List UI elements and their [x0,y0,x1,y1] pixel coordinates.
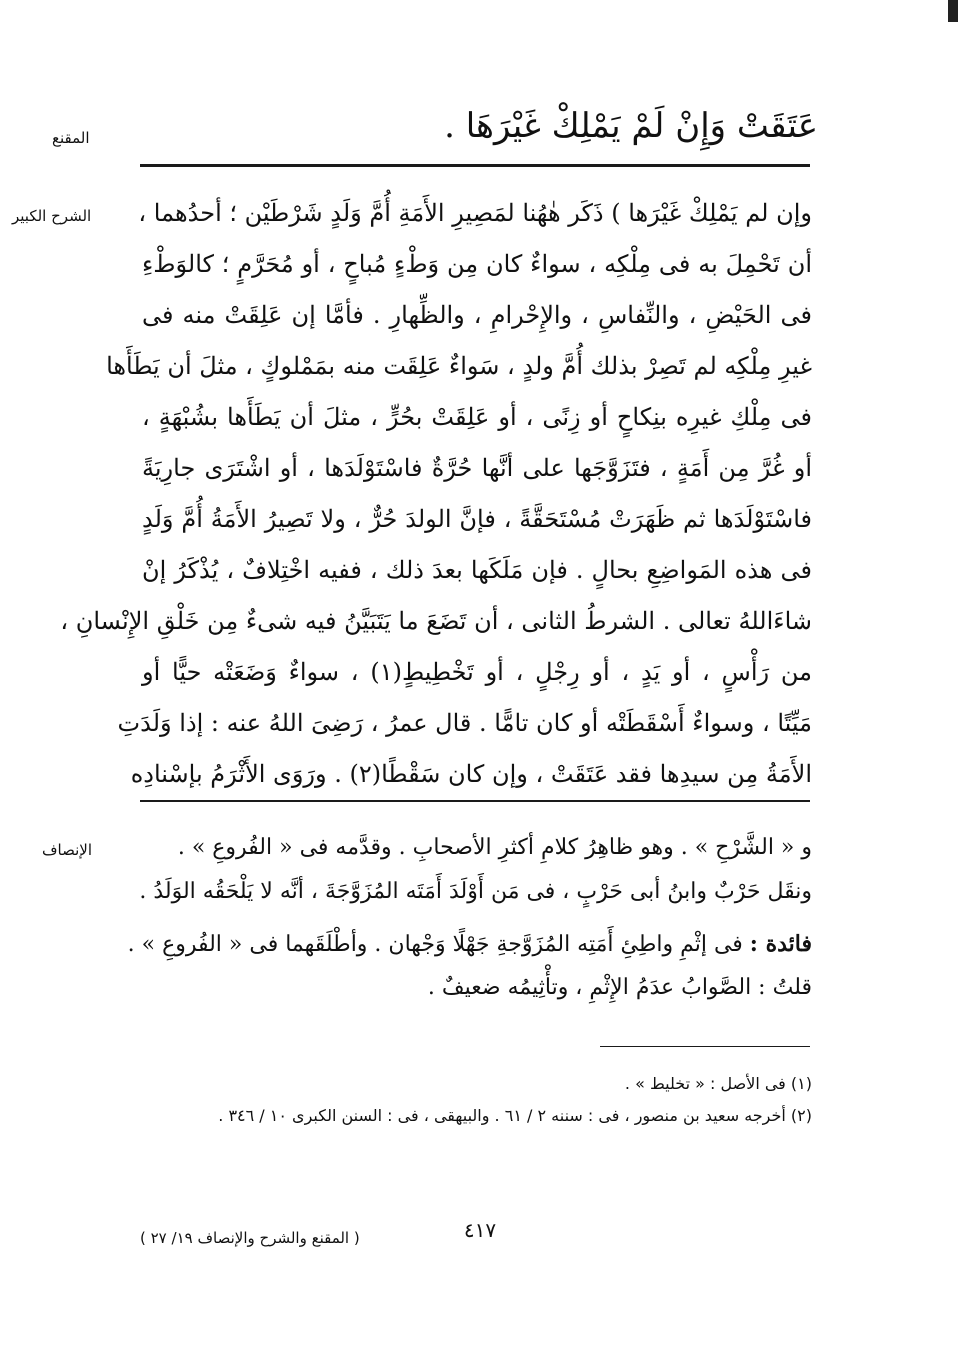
sharh-section [60,188,812,800]
footnotes [142,1068,812,1132]
insaf-line: ونقَل حَرْبٌ وابنُ أبى حَرْبٍ ، فى مَن أَوْلَدَ أَمَتَه المُزَوَّجَةَ ، أنَّه لا يَلْحَقُه الوَلَدُ . [139,879,812,904]
middle-divider [140,800,810,802]
fayida-label: فائدة : [749,931,812,957]
label-sharh: الشرح الكبير [12,207,92,225]
scan-edge-mark [948,0,958,22]
sharh-line: وإن لم يَمْلِكْ غَيْرَها ) ذَكَر هٰهُنا لمَصِيرِ الأَمَةِ أُمَّ وَلَدٍ شَرْطَيْن ؛ أحدُهما ، [138,199,812,227]
sharh-line: أن تَحْمِلَ به فى مِلْكِه ، سواءٌ كان مِن وَطْءٍ مُباحٍ ، أو مُحَرَّمٍ ؛ كالوَطْءِ [142,250,812,278]
sharh-line: غيرِ مِلْكِه لم تَصِرْ بذلك أُمَّ ولدٍ ، سَواءٌ عَلِقَت منه بمَمْلوكٍ ، مثلَ أن يَطَأَها [106,352,812,380]
label-insaf: الإنصاف [42,841,93,859]
label-muqni: المقنع [52,129,90,147]
fayida-line [127,922,812,966]
sharh-line: فى الحَيْضِ ، والنِّفاسِ ، والإِحْرامِ ، والظِّهارِ . فأمَّا إن عَلِقَتْ منه فى [142,301,812,329]
sharh-line: الأَمَةُ مِن سيدِها فقد عَتَقَتْ ، وإن كان سَقْطًا(٢) . ورَوَى الأَثْرَمُ بإسْنادِه [130,760,812,788]
muqni-text: عَتَقَتْ وَإِنْ لَمْ يَمْلِكْ غَيْرَهَا . [444,106,818,146]
insaf-line: و « الشَّرْحِ » . وهو ظاهِرُ كلامِ أكثرِ الأصحابِ . وقدَّمه فى « الفُروعِ » . [177,835,812,860]
footnote: (١) فى الأصل : « تخليط » . [624,1074,812,1093]
sharh-line: شاءَاللهُ تعالى . الشرطُ الثانى ، أن تَضَعَ ما يَتَبَيَّنُ فيه شىءٌ مِن خَلْقِ الإِنْسانِ ، [60,607,812,635]
sharh-line: فاسْتَوْلَدَها ثم ظَهَرَتْ مُسْتَحَقَّةً ، فإنَّ الولدَ حُرٌّ ، ولا تَصِيرُ الأَمَةُ أُمَّ وَلَدٍ [142,505,812,533]
footnote-divider [600,1046,810,1047]
fayida-text: فى إثْمِ واطِئِ أَمَتِه المُزَوَّجةِ جَهْلًا وَجْهان . وأطْلَقَهما فى « الفُروعِ » . [127,932,743,957]
sharh-line: مَيِّتًا ، وسواءٌ أَسْقَطَتْه أو كان تامًّا . قال عمرُ ، رَضِىَ اللهُ عنه : إذا وَلَدَتِ [117,709,812,737]
sharh-line: فى مِلْكِ غيرِه بنِكاحٍ أو زِنًى ، أو عَلِقَتْ بحُرٍّ ، مثلَ أن يَطَأَها بشُبْهَةٍ ، [142,403,812,431]
printer-signature: ( المقنع والشرح والإنصاف ١٩/ ٢٧ ) [140,1229,360,1247]
insaf-section [127,826,812,1010]
footnote: (٢) أخرجه سعيد بن منصور ، فى : سننه ٢ / ٦١ . والبيهقى ، فى : السنن الكبرى ١٠ / ٣٤٦ . [218,1106,812,1125]
qultu-line: قلتُ : الصَّوابُ عدَمُ الإِثْمِ ، وتأْثِيمُه ضعيفٌ . [427,975,812,1000]
top-divider [140,164,810,167]
page-number: ٤١٧ [463,1218,497,1242]
sharh-line: فى هذه المَواضِعِ بحالٍ . فإن مَلَكَها بعدَ ذلك ، ففيه اخْتِلافٌ ، يُذْكَرُ إنْ [142,556,812,584]
sharh-line: من رَأْسٍ ، أو يَدٍ ، أو رِجْلٍ ، أو تَخْطِيطٍ(١) ، سواءٌ وَضَعَتْه حيًّا أو [142,658,812,686]
spacer [142,914,812,922]
sharh-line: أو غُرَّ مِن أَمَةٍ ، فتَزَوَّجَها على أنَّها حُرَّةٌ فاسْتَوْلَدَها ، أو اشْتَرَى جارِيَةً [142,454,812,482]
